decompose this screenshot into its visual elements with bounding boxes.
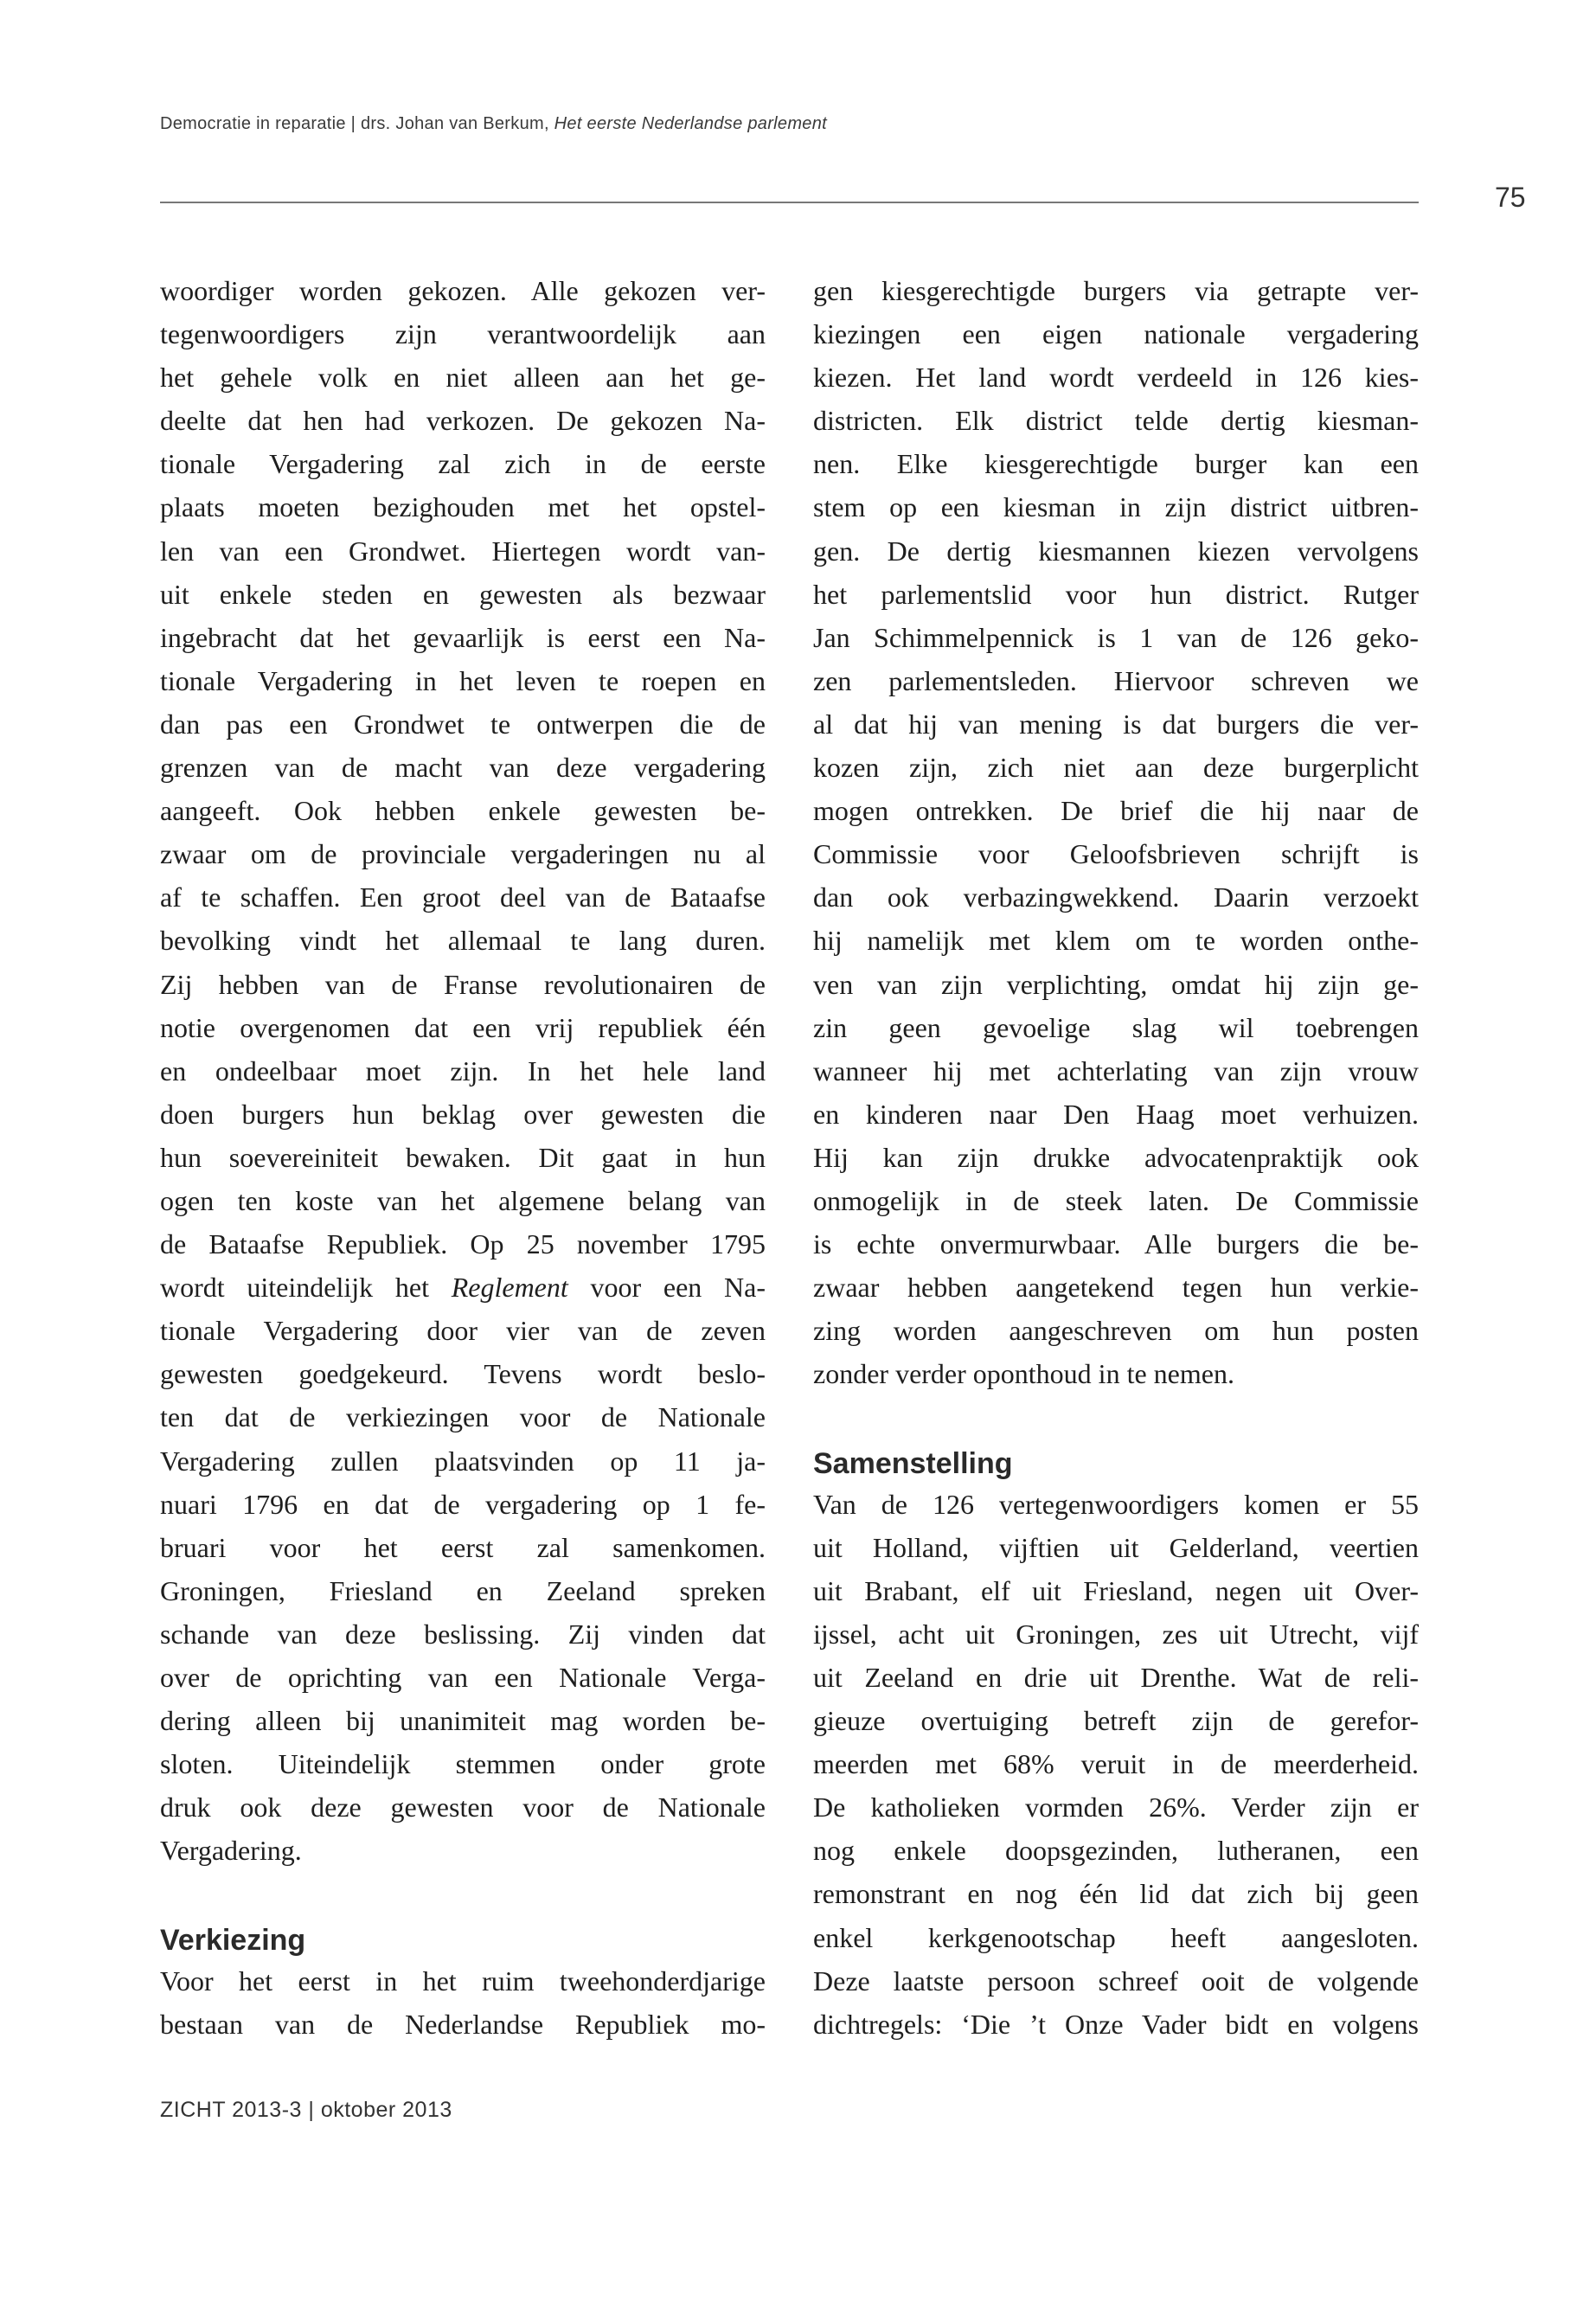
text-line: dan ook verbazingwekkend. Daarin verzoekt — [813, 881, 1419, 913]
section-heading: Samenstelling — [813, 1446, 1013, 1480]
header-separator: | — [350, 114, 356, 133]
text-line: gieuze overtuiging betreft zijn de gerefor- — [813, 1705, 1419, 1737]
text-line: is echte onvermurwbaar. Alle burgers die be- — [813, 1228, 1419, 1260]
text-line: tionale Vergadering in het leven te roepen en — [160, 664, 766, 696]
text-line: Hij kan zijn drukke advocatenpraktijk ook — [813, 1141, 1419, 1173]
left-column — [160, 269, 766, 2046]
right-column — [813, 269, 1419, 2046]
text-line: zen parlementsleden. Hiervoor schreven we — [813, 664, 1419, 696]
text-line: ogen ten koste van het algemene belang van — [160, 1184, 766, 1216]
text-line: uit Zeeland en drie uit Drenthe. Wat de reli- — [813, 1662, 1419, 1693]
text-line: het parlementslid voor hun district. Rutger — [813, 578, 1419, 610]
text-line: gewesten goedgekeurd. Tevens wordt beslo- — [160, 1358, 766, 1390]
text-line: wordt uiteindelijk het Reglement voor een Na- — [160, 1272, 766, 1304]
text-line: districten. Elk district telde dertig kiesman- — [813, 405, 1419, 437]
text-line: uit Holland, vijftien uit Gelderland, veertien — [813, 1531, 1419, 1563]
text-line: de Bataafse Republiek. Op 25 november 1795 — [160, 1228, 766, 1260]
text-line: tionale Vergadering zal zich in de eerste — [160, 448, 766, 480]
text-line: grenzen van de macht van deze vergadering — [160, 752, 766, 784]
text-line: enkel kerkgenootschap heeft aangesloten. — [813, 1921, 1419, 1953]
text-line: zwaar om de provinciale vergaderingen nu al — [160, 838, 766, 870]
text-line: nog enkele doopsgezinden, lutheranen, een — [813, 1835, 1419, 1867]
text-line: bevolking vindt het allemaal te lang duren. — [160, 925, 766, 957]
text-line: notie overgenomen dat een vrij republiek één — [160, 1011, 766, 1043]
text-line: len van een Grondwet. Hiertegen wordt van- — [160, 535, 766, 567]
text-line: Zij hebben van de Franse revolutionairen de — [160, 968, 766, 1000]
text-line: kozen zijn, zich niet aan deze burgerplicht — [813, 752, 1419, 784]
section-heading: Verkiezing — [160, 1923, 306, 1957]
text-line: ijssel, acht uit Groningen, zes uit Utrecht, vijf — [813, 1618, 1419, 1650]
text-line: schande van deze beslissing. Zij vinden dat — [160, 1618, 766, 1650]
text-line: Commissie voor Geloofsbrieven schrijft is — [813, 838, 1419, 870]
paragraph — [813, 269, 1419, 1395]
text-line: hun soevereiniteit bewaken. Dit gaat in hun — [160, 1141, 766, 1173]
text-line: gen. De dertig kiesmannen kiezen vervolgens — [813, 535, 1419, 567]
text-line: remonstrant en nog één lid dat zich bij geen — [813, 1878, 1419, 1910]
text-line: al dat hij van mening is dat burgers die ver- — [813, 708, 1419, 740]
text-line: wanneer hij met achterlating van zijn vrouw — [813, 1054, 1419, 1086]
italic-title: Reglement — [451, 1272, 568, 1304]
text-line: zonder verder oponthoud in te nemen. — [813, 1358, 1234, 1390]
text-line: zing worden aangeschreven om hun posten — [813, 1315, 1419, 1347]
text-line: mogen ontrekken. De brief die hij naar de — [813, 795, 1419, 827]
text-line: en ondeelbaar moet zijn. In het hele land — [160, 1054, 766, 1086]
paragraph — [813, 1483, 1419, 2046]
text-line: doen burgers hun beklag over gewesten die — [160, 1098, 766, 1130]
running-header — [160, 114, 827, 134]
text-line: kiezen. Het land wordt verdeeld in 126 kies- — [813, 362, 1419, 394]
header-article-title: Het eerste Nederlandse parlement — [554, 114, 827, 133]
text-line: uit Brabant, elf uit Friesland, negen uit Over- — [813, 1574, 1419, 1606]
text-line: Deze laatste persoon schreef ooit de volgende — [813, 1965, 1419, 1997]
text-line: dichtregels: ‘Die ’t Onze Vader bidt en volgens — [813, 2008, 1419, 2040]
text-line: hij namelijk met klem om te worden onthe- — [813, 925, 1419, 957]
text-line: Groningen, Friesland en Zeeland spreken — [160, 1574, 766, 1606]
text-line: sloten. Uiteindelijk stemmen onder grote — [160, 1748, 766, 1780]
text-line: ten dat de verkiezingen voor de Nationale — [160, 1401, 766, 1433]
text-line: het gehele volk en niet alleen aan het ge- — [160, 362, 766, 394]
text-line: plaats moeten bezighouden met het opstel- — [160, 491, 766, 523]
text-line: tionale Vergadering door vier van de zeven — [160, 1315, 766, 1347]
paragraph — [160, 269, 766, 1872]
text-line: Jan Schimmelpennick is 1 van de 126 geko- — [813, 621, 1419, 653]
page-number: 75 — [1495, 182, 1526, 213]
text-line: druk ook deze gewesten voor de Nationale — [160, 1791, 766, 1823]
text-line: nen. Elke kiesgerechtigde burger kan een — [813, 448, 1419, 480]
text-line: kiezingen een eigen nationale vergadering — [813, 318, 1419, 350]
text-line: woordiger worden gekozen. Alle gekozen ver- — [160, 275, 766, 306]
header-rule — [160, 202, 1419, 203]
paragraph-spacer — [160, 1872, 766, 1915]
text-line: zin geen gevoelige slag wil toebrengen — [813, 1011, 1419, 1043]
text-line: aangeeft. Ook hebben enkele gewesten be- — [160, 795, 766, 827]
text-line: ingebracht dat het gevaarlijk is eerst een Na- — [160, 621, 766, 653]
text-line: tegenwoordigers zijn verantwoordelijk aan — [160, 318, 766, 350]
text-line: Vergadering zullen plaatsvinden op 11 ja- — [160, 1445, 766, 1477]
text-line: De katholieken vormden 26%. Verder zijn er — [813, 1791, 1419, 1823]
text-line: zwaar hebben aangetekend tegen hun verkie- — [813, 1272, 1419, 1304]
text-line: af te schaffen. Een groot deel van de Bataafse — [160, 881, 766, 913]
paragraph-spacer — [813, 1395, 1419, 1439]
text-line: nuari 1796 en dat de vergadering op 1 fe- — [160, 1488, 766, 1520]
text-line: Voor het eerst in het ruim tweehonderdjarige — [160, 1965, 766, 1997]
header-section: Democratie in reparatie — [160, 114, 346, 133]
text-line: Vergadering. — [160, 1835, 302, 1867]
text-line: meerden met 68% veruit in de meerderheid. — [813, 1748, 1419, 1780]
text-line: dan pas een Grondwet te ontwerpen die de — [160, 708, 766, 740]
text-line: bruari voor het eerst zal samenkomen. — [160, 1531, 766, 1563]
text-line: gen kiesgerechtigde burgers via getrapte ver- — [813, 275, 1419, 306]
text-line: bestaan van de Nederlandse Republiek mo- — [160, 2008, 766, 2040]
text-line: dering alleen bij unanimiteit mag worden be- — [160, 1705, 766, 1737]
paragraph — [160, 1959, 766, 2046]
header-author: drs. Johan van Berkum, — [361, 114, 549, 133]
text-line: stem op een kiesman in zijn district uitbren- — [813, 491, 1419, 523]
text-line: onmogelijk in de steek laten. De Commissie — [813, 1184, 1419, 1216]
text-line: ven van zijn verplichting, omdat hij zijn ge- — [813, 968, 1419, 1000]
footer: ZICHT 2013-3 | oktober 2013 — [160, 2098, 452, 2122]
text-line: Van de 126 vertegenwoordigers komen er 55 — [813, 1488, 1419, 1520]
text-line: deelte dat hen had verkozen. De gekozen Na- — [160, 405, 766, 437]
text-line: uit enkele steden en gewesten als bezwaar — [160, 578, 766, 610]
text-line: en kinderen naar Den Haag moet verhuizen. — [813, 1098, 1419, 1130]
text-line: over de oprichting van een Nationale Verga- — [160, 1662, 766, 1693]
